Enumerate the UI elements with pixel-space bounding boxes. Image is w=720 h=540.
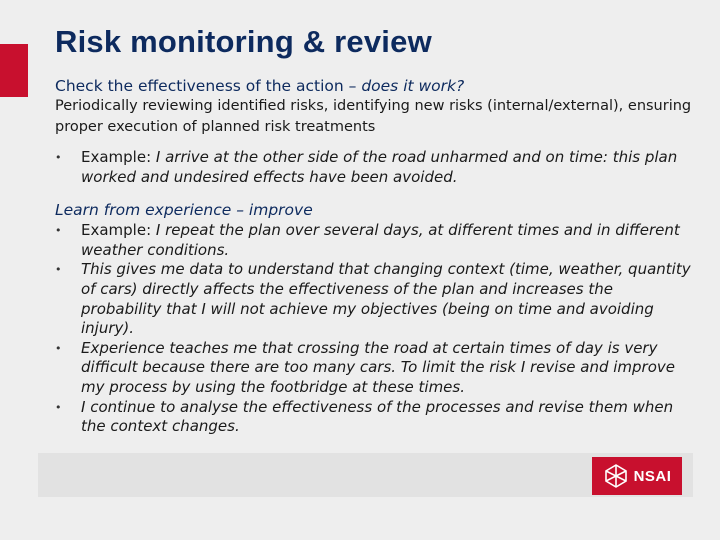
bullet-text: I continue to analyse the effectiveness of the processes and revise them when the context changes. xyxy=(81,397,674,436)
nsai-logo xyxy=(592,457,682,495)
bullet-icon: • xyxy=(55,151,62,164)
bullet-icon: • xyxy=(55,263,62,277)
bullet-text: This gives me data to understand that changing context (time, weather, quantity of cars) directly affects the effectiveness of the plan and increases the probability that I will not achieve my objectives (being on time and avoiding injury). xyxy=(81,260,691,338)
bullet-label: Example: xyxy=(81,148,152,166)
list-item xyxy=(55,221,695,260)
logo-text: NSAI xyxy=(633,467,672,485)
accent-bar xyxy=(0,44,28,97)
list-item xyxy=(55,339,695,398)
slide-content xyxy=(55,76,695,437)
list-item xyxy=(55,260,695,338)
section1-heading-emphasis: does it work? xyxy=(361,77,465,95)
section2-bullet-list xyxy=(55,221,695,437)
bullet-icon: • xyxy=(55,224,62,238)
list-item xyxy=(55,148,695,187)
nsai-emblem-icon xyxy=(603,463,629,489)
section1-heading-text: Check the effectiveness of the action – xyxy=(55,77,362,95)
section1-heading xyxy=(55,76,695,96)
section2-heading: Learn from experience – improve xyxy=(55,201,313,220)
bullet-text: I repeat the plan over several days, at different times and in different weather conditions. xyxy=(81,221,680,259)
list-item xyxy=(55,398,695,437)
bullet-icon: • xyxy=(55,341,62,355)
section1-description: Periodically reviewing identified risks, identifying new risks (internal/external), ensuring proper execution of planned risk treatments xyxy=(55,98,692,135)
slide-title: Risk monitoring & review xyxy=(55,24,432,59)
bullet-text: Experience teaches me that crossing the road at certain times of day is very difficult because there are too many cars. To limit the risk I revise and improve my process by using the footbridge at these times. xyxy=(81,338,676,396)
bullet-icon: • xyxy=(55,400,62,414)
bullet-text: I arrive at the other side of the road unharmed and on time: this plan worked and undesired effects have been avoided. xyxy=(81,148,678,186)
section1-bullet-list xyxy=(55,148,695,187)
bullet-label: Example: xyxy=(81,221,152,240)
